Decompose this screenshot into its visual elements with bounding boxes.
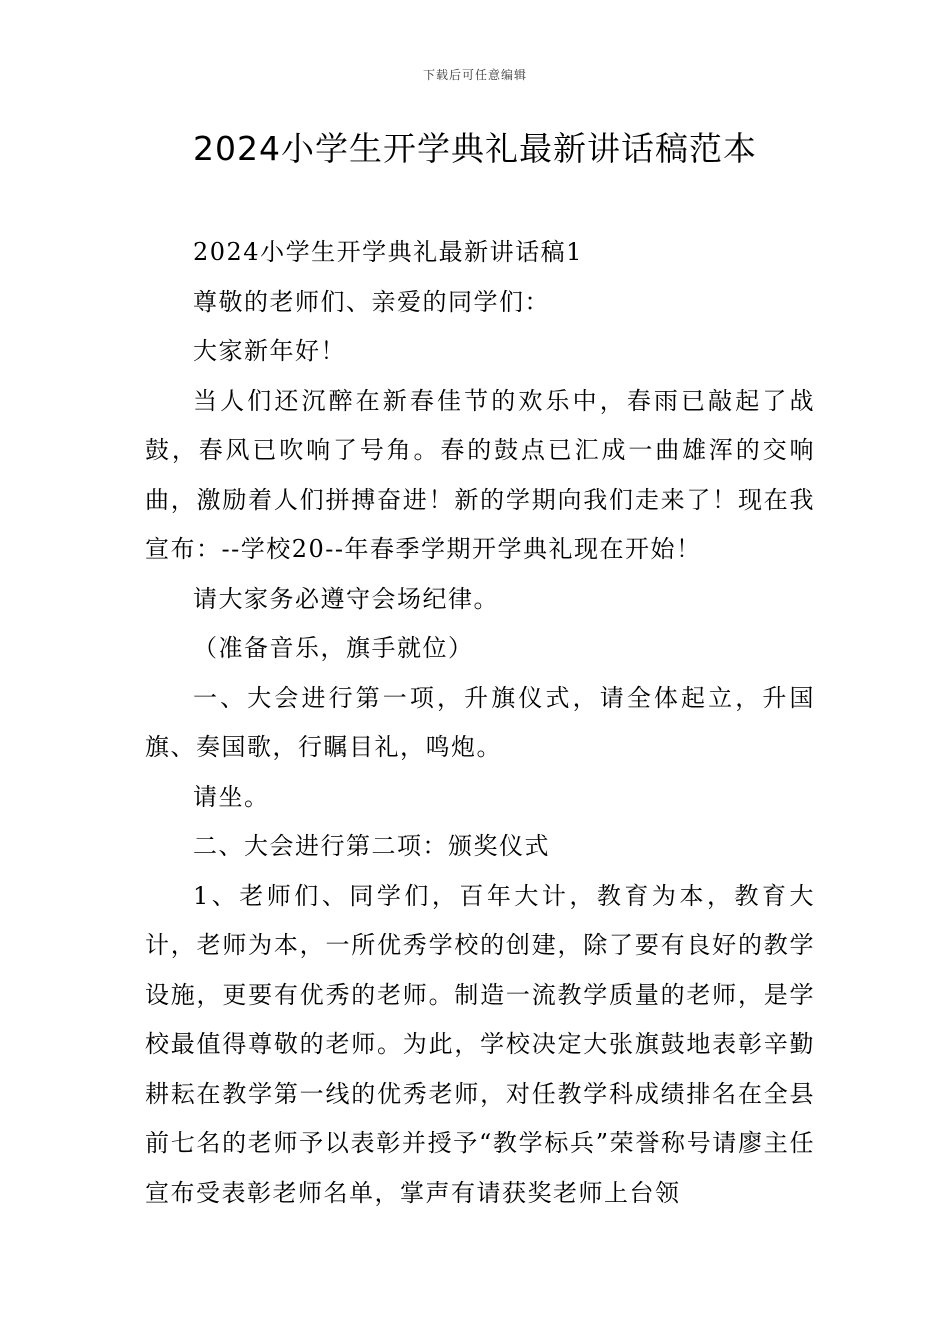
paragraph-salutation: 尊敬的老师们、亲爱的同学们： (193, 287, 550, 316)
paragraph-award-ceremony: 二、大会进行第二项：颁奖仪式 (193, 832, 550, 860)
paragraph-teacher-awards: 1、老师们、同学们，百年大计，教育为本，教育大计，老师为本，一所优秀学校的创建，除了要有良好的教学设施，更要有优秀的老师。制造一流教学质量的老师，是学校最值得尊敬的老师。为此，学校决定大张旗鼓地表彰辛勤耕耘在教学第一线的优秀老师，对任教学科成绩排名在全县前七名的老师予以表彰并授予“教学标兵”荣誉称号请廖主任宣布受表彰老师名单，掌声有请获奖老师上台领 (145, 881, 815, 1207)
paragraph-subtitle: 2024小学生开学典礼最新讲话稿1 (193, 238, 583, 266)
document-body (145, 228, 815, 1218)
paragraph-opening: 当人们还沉醉在新春佳节的欢乐中，春雨已敲起了战鼓，春风已吹响了号角。春的鼓点已汇成一曲雄浑的交响曲，激励着人们拼搏奋进！新的学期向我们走来了！现在我宣布：--学校20--年春季学期开学典礼现在开始！ (145, 386, 815, 563)
document-title: 2024小学生开学典礼最新讲话稿范本 (193, 129, 757, 168)
paragraph-discipline: 请大家务必遵守会场纪律。 (193, 584, 499, 613)
header-note: 下载后可任意编辑 (422, 68, 527, 82)
paragraph-greeting: 大家新年好！ (193, 337, 346, 365)
paragraph-preparation: （准备音乐，旗手就位） (193, 634, 474, 662)
paragraph-flag-ceremony: 一、大会进行第一项，升旗仪式，请全体起立，升国旗、奏国歌，行瞩目礼，鸣炮。 (145, 683, 815, 761)
paragraph-sit-down: 请坐。 (193, 782, 270, 811)
